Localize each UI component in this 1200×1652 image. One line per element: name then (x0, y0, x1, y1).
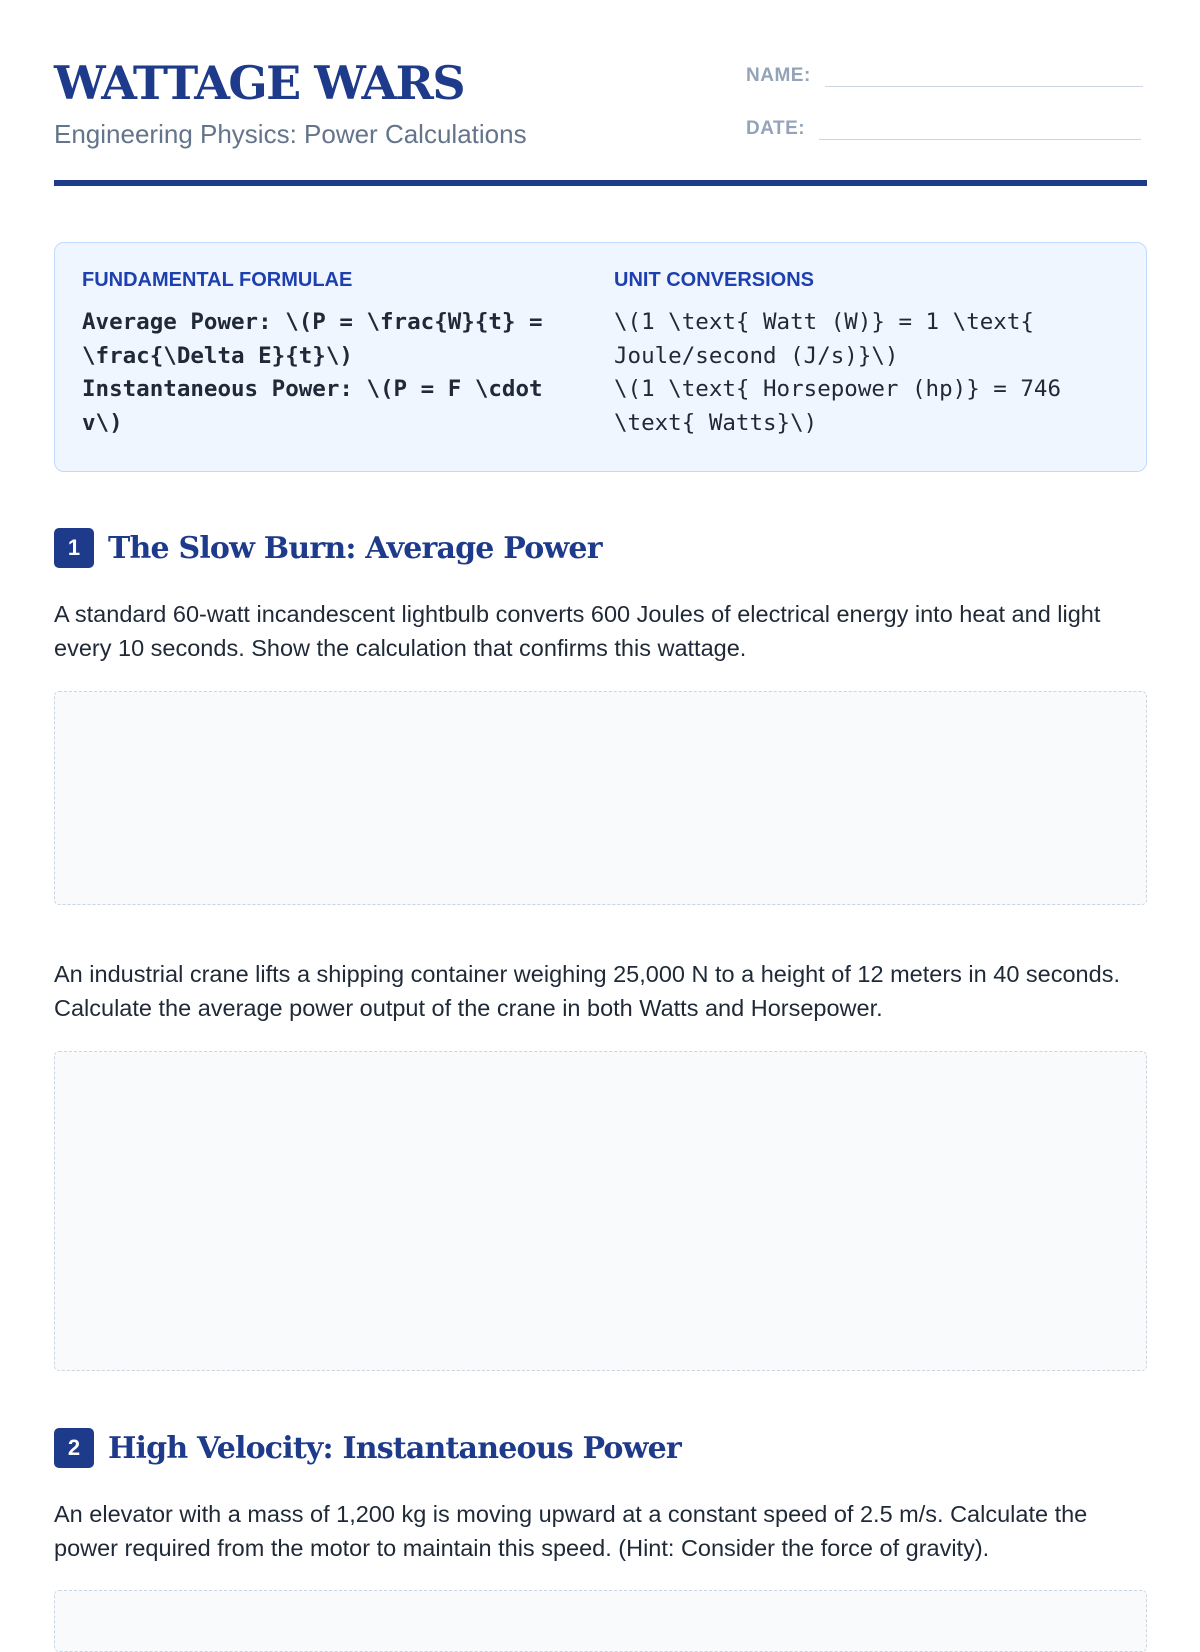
conversion-line: \text{ Watts}\) (614, 409, 818, 436)
section-title: High Velocity: Instantaneous Power (108, 1430, 681, 1466)
formula-line: v\) (82, 409, 123, 436)
conversions-heading: UNIT CONVERSIONS (614, 269, 815, 291)
section-number-badge: 1 (54, 528, 94, 568)
section-2-heading (54, 1428, 681, 1468)
date-line[interactable] (819, 113, 1141, 140)
question-1a: A standard 60-watt incandescent lightbulb converts 600 Joules of electrical energy into heat and light every 10 seconds. Show the calculation that confirms this wattage. (54, 601, 1101, 661)
worksheet-page (54, 0, 1147, 1561)
section-number-badge: 2 (54, 1428, 94, 1468)
answer-box-1a[interactable] (54, 691, 1147, 905)
date-field[interactable] (746, 113, 1141, 140)
conversion-line: \(1 \text{ Watt (W)} = 1 \text{ (614, 309, 1034, 335)
conversion-line: \(1 \text{ Horsepower (hp)} = 746 (614, 376, 1062, 402)
section-1-heading (54, 528, 602, 568)
worksheet-subtitle: Engineering Physics: Power Calculations (54, 119, 527, 149)
name-line[interactable] (825, 60, 1143, 87)
name-field[interactable] (746, 60, 1143, 87)
conversions-column (614, 269, 1104, 440)
reference-box (54, 242, 1147, 472)
formula-line: Instantaneous Power: \(P = F \cdot (82, 376, 543, 402)
name-label: NAME: (746, 65, 811, 86)
formulae-heading: FUNDAMENTAL FORMULAE (82, 269, 353, 291)
section-title: The Slow Burn: Average Power (108, 530, 602, 566)
conversion-line: Joule/second (J/s)}\) (614, 342, 899, 369)
date-label: DATE: (746, 118, 806, 139)
question-1b: An industrial crane lifts a shipping container weighing 25,000 N to a height of 12 meters in 40 seconds. Calculate the average power output of the crane in both Watts and Horsepower. (54, 961, 1120, 1021)
question-2a: An elevator with a mass of 1,200 kg is moving upward at a constant speed of 2.5 m/s. Calculate the power required from the motor to maintain this speed. (Hint: Consider the force of gravity). (54, 1501, 1088, 1561)
formulae-column (82, 269, 572, 440)
answer-box-1b[interactable] (54, 1051, 1147, 1371)
worksheet-header (54, 0, 1147, 188)
formula-line: Average Power: \(P = \frac{W}{t} = (82, 309, 543, 335)
answer-box-2a[interactable] (54, 1590, 1147, 1652)
header-divider (54, 180, 1147, 186)
worksheet-title: WATTAGE WARS (54, 56, 465, 110)
formula-line: \frac{\Delta E}{t}\) (82, 342, 353, 369)
